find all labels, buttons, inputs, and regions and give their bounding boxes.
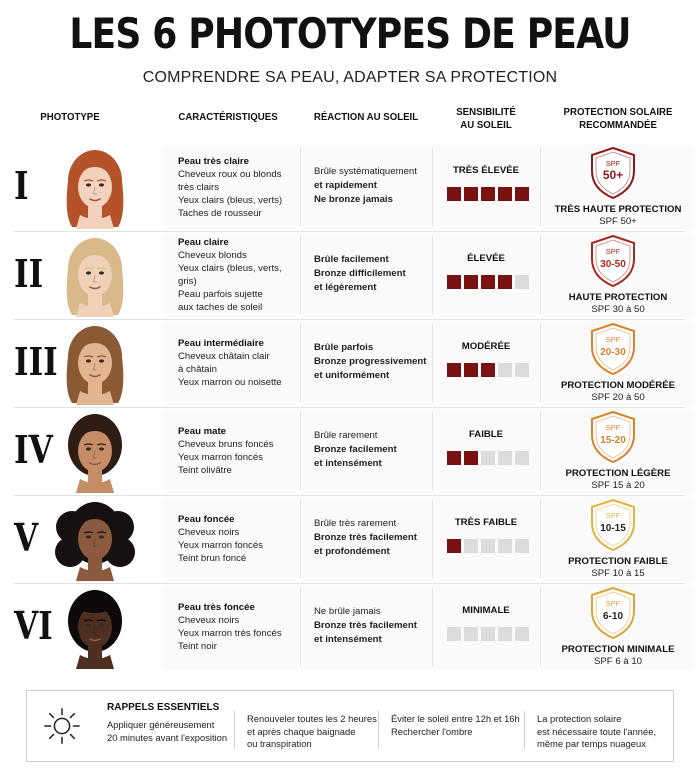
sensitivity-square — [498, 187, 512, 201]
spf-value: 20-30 — [600, 347, 626, 358]
reaction-line: Ne bronze jamais — [314, 194, 393, 205]
reaction-cell — [314, 429, 430, 471]
sensitivity-square — [464, 627, 478, 641]
column-divider — [432, 147, 433, 227]
spf-label: SPF — [605, 423, 621, 432]
header-sensitivity-line-2: AU SOLEIL — [460, 119, 512, 131]
protection-level: PROTECTION FAIBLE — [568, 556, 668, 567]
characteristic-line: Yeux marron très foncés — [178, 628, 282, 639]
protection-spf-range: SPF 6 à 10 — [594, 656, 642, 667]
header-reaction: RÉACTION AU SOLEIL — [313, 111, 419, 123]
phototype-row — [0, 143, 700, 231]
header-sensitivity-line-1: SENSIBILITÉ — [456, 106, 516, 118]
reaction-line: Brûle facilement — [314, 254, 389, 265]
sensitivity-square — [481, 187, 495, 201]
reminder-reapply — [247, 713, 387, 751]
characteristic-line: Taches de rousseur — [178, 208, 262, 219]
spf-label: SPF — [605, 511, 621, 520]
table-header — [0, 106, 700, 140]
sensitivity-square — [498, 627, 512, 641]
phototype-row — [0, 319, 700, 407]
column-divider — [540, 323, 541, 403]
sensitivity-label: TRÈS FAIBLE — [454, 517, 518, 528]
characteristic-line: Teint brun foncé — [178, 553, 247, 564]
characteristic-line: Teint olivâtre — [178, 465, 232, 476]
portrait-image — [50, 585, 140, 669]
sensitivity-label: MINIMALE — [462, 605, 510, 616]
sensitivity-square — [498, 275, 512, 289]
characteristic-line: Cheveux blonds — [178, 250, 247, 261]
sensitivity-square — [464, 539, 478, 553]
reminder-line: Éviter le soleil entre 12h et 16h — [391, 713, 520, 724]
column-divider — [300, 235, 301, 315]
sensitivity-label: MODÉRÉE — [461, 341, 511, 352]
spf-value: 10-15 — [600, 523, 626, 534]
skin-type-title: Peau intermédiaire — [178, 338, 264, 349]
sensitivity-square — [498, 363, 512, 377]
sensitivity-square — [481, 627, 495, 641]
skin-type-title: Peau claire — [178, 237, 229, 248]
sensitivity-square — [447, 187, 461, 201]
reminder-line: Renouveler toutes les 2 heures — [247, 713, 377, 724]
characteristic-line: Teint noir — [178, 641, 217, 652]
reaction-cell — [314, 253, 430, 295]
spf-label: SPF — [605, 247, 621, 256]
reaction-cell — [314, 165, 430, 207]
sensitivity-meter — [447, 451, 537, 465]
reminder-line: Rechercher l'ombre — [391, 725, 473, 737]
sensitivity-square — [481, 451, 495, 465]
column-divider — [432, 235, 433, 315]
phototype-row — [0, 231, 700, 319]
phototype-row — [0, 407, 700, 495]
reaction-line: Bronze très facilement — [314, 620, 417, 631]
phototype-numeral: II — [14, 251, 44, 296]
protection-spf-range: SPF 20 à 50 — [591, 392, 645, 403]
reaction-line: Brûle parfois — [314, 342, 374, 353]
reminder-line: est nécessaire toute l'année, — [537, 725, 657, 737]
spf-value: 6-10 — [602, 611, 624, 622]
reminder-line: La protection solaire — [537, 713, 622, 724]
column-divider — [300, 499, 301, 579]
spf-label: SPF — [605, 599, 621, 608]
column-divider — [300, 323, 301, 403]
column-divider — [432, 323, 433, 403]
reminder-application — [107, 719, 247, 744]
header-sensitivity — [438, 106, 534, 132]
reaction-line: Bronze difficilement — [314, 268, 406, 279]
characteristic-line: Cheveux bruns foncés — [178, 439, 274, 450]
protection-spf-range: SPF 10 à 15 — [591, 568, 645, 579]
sensitivity-square — [498, 539, 512, 553]
reminder-line: même par temps nuageux — [537, 738, 646, 749]
sensitivity-square — [447, 539, 461, 553]
characteristics-cell — [178, 337, 298, 389]
sensitivity-label: TRÈS ÉLEVÉE — [452, 165, 520, 176]
phototype-numeral: IV — [14, 427, 53, 472]
characteristic-line: Cheveux châtain clair — [178, 351, 270, 362]
characteristic-line: Yeux marron ou noisette — [178, 377, 282, 388]
protection-level: TRÈS HAUTE PROTECTION — [554, 204, 682, 215]
sensitivity-meter — [447, 363, 537, 377]
reminder-divider — [234, 711, 235, 749]
spf-shield-icon — [590, 147, 636, 199]
reaction-line: Brûle systématiquement — [314, 166, 417, 177]
spf-shield-icon — [590, 323, 636, 375]
protection-level: PROTECTION LÉGÈRE — [565, 468, 671, 479]
reminders-box — [26, 690, 674, 762]
characteristic-line: Cheveux noirs — [178, 527, 240, 538]
sensitivity-square — [464, 275, 478, 289]
characteristic-line: Peau parfois sujette — [178, 289, 263, 300]
column-divider — [540, 587, 541, 667]
column-divider — [300, 147, 301, 227]
header-protection-line-1: PROTECTION SOLAIRE — [563, 106, 673, 118]
reminder-line: 20 minutes avant l'exposition — [107, 731, 228, 743]
reaction-cell — [314, 341, 430, 383]
sensitivity-square — [515, 187, 529, 201]
phototype-numeral: I — [14, 163, 29, 208]
reaction-line: et intensément — [314, 458, 382, 469]
portrait-image — [50, 409, 140, 493]
reaction-cell — [314, 517, 430, 559]
sensitivity-square — [464, 451, 478, 465]
column-divider — [432, 587, 433, 667]
portrait-image — [50, 321, 140, 405]
skin-type-title: Peau mate — [178, 426, 226, 437]
header-characteristics: CARACTÉRISTIQUES — [178, 111, 278, 123]
column-divider — [432, 499, 433, 579]
sensitivity-square — [515, 627, 529, 641]
sensitivity-square — [447, 363, 461, 377]
sensitivity-square — [515, 539, 529, 553]
column-divider — [540, 499, 541, 579]
column-divider — [540, 235, 541, 315]
sensitivity-square — [515, 275, 529, 289]
sensitivity-square — [447, 627, 461, 641]
reaction-line: Bronze progressivement — [314, 356, 427, 367]
characteristics-cell — [178, 236, 298, 314]
reaction-line: et légèrement — [314, 282, 377, 293]
sensitivity-square — [481, 539, 495, 553]
portrait-image — [50, 233, 140, 317]
protection-level: HAUTE PROTECTION — [568, 292, 668, 303]
page-subtitle: COMPRENDRE SA PEAU, ADAPTER SA PROTECTION — [142, 69, 558, 86]
reaction-line: Bronze facilement — [314, 444, 397, 455]
reminder-line: et après chaque baignade — [247, 725, 356, 737]
phototype-row — [0, 583, 700, 671]
protection-spf-range: SPF 30 à 50 — [591, 304, 645, 315]
reaction-line: et intensément — [314, 634, 382, 645]
reaction-line: et profondément — [314, 546, 390, 557]
sensitivity-square — [515, 363, 529, 377]
reaction-line: Brûle rarement — [314, 430, 378, 441]
sensitivity-square — [515, 451, 529, 465]
header-phototype: PHOTOTYPE — [40, 111, 100, 123]
reaction-cell — [314, 605, 430, 647]
spf-shield-icon — [590, 411, 636, 463]
phototype-numeral: III — [14, 339, 58, 384]
characteristic-line: à châtain — [178, 364, 217, 375]
spf-shield-icon — [590, 499, 636, 551]
characteristics-cell — [178, 425, 298, 477]
reminder-line: ou transpiration — [247, 738, 312, 749]
phototype-numeral: V — [14, 515, 39, 560]
characteristic-line: Cheveux roux ou blonds — [178, 169, 282, 180]
protection-level: PROTECTION MINIMALE — [561, 644, 675, 655]
column-divider — [540, 147, 541, 227]
protection-spf-range: SPF 15 à 20 — [591, 480, 645, 491]
characteristics-cell — [178, 155, 298, 220]
page-title: LES 6 PHOTOTYPES DE PEAU — [69, 9, 631, 58]
phototype-row — [0, 495, 700, 583]
reaction-line: et uniformément — [314, 370, 390, 381]
sensitivity-square — [464, 187, 478, 201]
sensitivity-meter — [447, 627, 537, 641]
sensitivity-square — [447, 275, 461, 289]
sensitivity-meter — [447, 275, 537, 289]
skin-type-title: Peau très foncée — [178, 602, 255, 613]
sensitivity-square — [481, 275, 495, 289]
sensitivity-label: ÉLEVÉE — [467, 253, 505, 264]
header-protection-line-2: RECOMMANDÉE — [579, 119, 657, 131]
characteristic-line: Yeux clairs (bleus, verts, — [178, 263, 282, 274]
skin-type-title: Peau foncée — [178, 514, 235, 525]
reaction-line: et rapidement — [314, 180, 377, 191]
spf-shield-icon — [590, 235, 636, 287]
characteristic-line: aux taches de soleil — [178, 302, 263, 313]
sensitivity-square — [447, 451, 461, 465]
sensitivity-square — [481, 363, 495, 377]
sensitivity-meter — [447, 539, 537, 553]
spf-value: 30-50 — [600, 259, 626, 270]
characteristic-line: très clairs — [178, 182, 220, 193]
phototype-numeral: VI — [14, 603, 53, 648]
reminders-title: RAPPELS ESSENTIELS — [107, 702, 220, 713]
characteristics-cell — [178, 601, 298, 653]
column-divider — [540, 411, 541, 491]
characteristic-line: Cheveux noirs — [178, 615, 240, 626]
reminder-divider — [524, 711, 525, 749]
characteristic-line: Yeux marron foncés — [178, 540, 263, 551]
characteristic-line: gris) — [178, 276, 197, 287]
reaction-line: Bronze très facilement — [314, 532, 417, 543]
reminder-divider — [378, 711, 379, 749]
characteristic-line: Yeux marron foncés — [178, 452, 263, 463]
reaction-line: Brûle très rarement — [314, 518, 397, 529]
portrait-image — [50, 145, 140, 229]
column-divider — [432, 411, 433, 491]
sensitivity-square — [498, 451, 512, 465]
spf-value: 15-20 — [600, 435, 626, 446]
reminder-all-year — [537, 713, 671, 751]
protection-level: PROTECTION MODÉRÉE — [560, 380, 676, 391]
protection-spf-range: SPF 50+ — [599, 216, 637, 227]
spf-label: SPF — [605, 159, 621, 168]
sensitivity-square — [464, 363, 478, 377]
column-divider — [300, 587, 301, 667]
skin-type-title: Peau très claire — [178, 156, 249, 167]
header-protection — [551, 106, 685, 132]
characteristic-line: Yeux clairs (bleus, verts) — [178, 195, 283, 206]
spf-shield-icon — [590, 587, 636, 639]
sensitivity-meter — [447, 187, 537, 201]
reminder-avoid-sun — [391, 713, 531, 738]
characteristics-cell — [178, 513, 298, 565]
reminder-line: Appliquer généreusement — [107, 719, 215, 730]
portrait-image — [50, 497, 140, 581]
spf-label: SPF — [605, 335, 621, 344]
column-divider — [300, 411, 301, 491]
spf-value: 50+ — [602, 168, 624, 182]
reaction-line: Ne brûle jamais — [314, 606, 381, 617]
sun-icon — [43, 707, 81, 745]
sensitivity-label: FAIBLE — [468, 429, 504, 440]
